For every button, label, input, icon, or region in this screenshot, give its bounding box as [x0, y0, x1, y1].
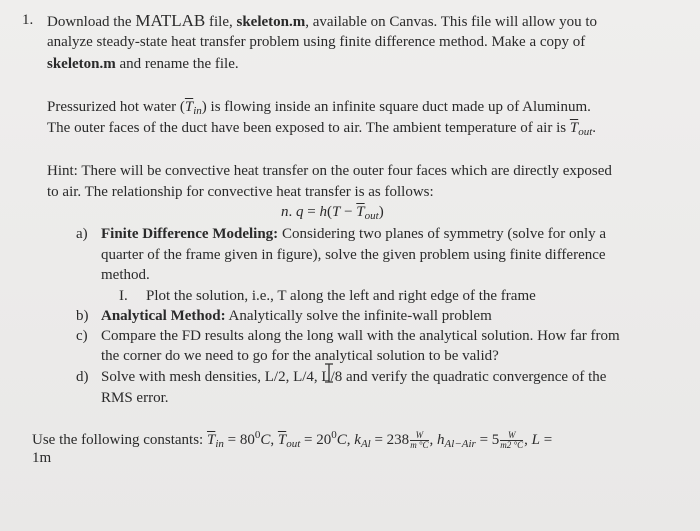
para2-line2: The outer faces of the duct have been exposed to air. The ambient temperature of air is $\overline{T}_{out}$. — [47, 120, 597, 138]
hint-line2: to air. The relationship for convective heat transfer is as follows: — [47, 184, 434, 200]
item-a-sub-text: Plot the solution, i.e., T along the left and right edge of the frame — [146, 288, 536, 304]
item-d-label: d) — [76, 369, 89, 385]
hint-line1: Hint: There will be convective heat transfer on the outer four faces which are directly exposed — [47, 163, 612, 179]
item1-line1: Download the MATLAB file, skeleton.m, available on Canvas. This file will allow you to — [47, 11, 597, 30]
item-c-line2: the corner do we need to go for the analytical solution to be valid? — [101, 348, 499, 364]
item-d-line1: Solve with mesh densities, L/2, L/4, L/8 and verify the quadratic convergence of the — [101, 369, 607, 385]
para2-line1: Pressurized hot water $(\overline{T}_{in})$ is flowing inside an infinite square duct made up of Aluminum. — [47, 99, 591, 117]
item-a-text1: Considering two planes of symmetry (solve for only a — [278, 226, 607, 242]
item-b-text1: Analytically solve the infinite-wall problem — [225, 308, 492, 324]
item-b-line1 — [101, 306, 492, 327]
item-a-line1 — [101, 224, 606, 245]
item1-line2: analyze steady-state heat transfer problem using finite difference method. Make a copy of — [47, 34, 586, 50]
hal-unit: $\frac{W}{m2 ^\circ C}$ — [500, 430, 524, 451]
item-number: 1. — [22, 12, 34, 28]
text-cursor-icon — [324, 363, 334, 383]
item-a-line2: quarter of the frame given in figure), solve the given problem using finite difference — [101, 247, 606, 263]
constants-line: Use the following constants: $\overline{T}_{in} = 80^0C$, $\overline{T}_{out} = 20^0C$, $k_{Al} = 238$ $\frac{W}{m ^\circ C}$ , $h_{Al-Air} = 5$ $\frac{W}{m2 ^\circ C}$ , L = — [32, 429, 553, 451]
item-b-title: Analytical Method: — [101, 308, 226, 324]
item-a-sub-label: I. — [119, 288, 128, 304]
constants-lead: Use the following constants: — [32, 432, 207, 448]
item-a-title: Finite Difference Modeling: — [101, 226, 279, 242]
item-c-label: c) — [76, 328, 88, 344]
kal-unit: $\frac{W}{m ^\circ C}$ — [410, 430, 429, 451]
item1-line3: skeleton.m and rename the file. — [47, 56, 239, 72]
constants-L-value: 1m — [32, 450, 52, 466]
item-c-line1: Compare the FD results along the long wall with the analytical solution. How far from — [101, 328, 620, 344]
item-d-line2: RMS error. — [101, 390, 169, 406]
item-a-line3: method. — [101, 267, 150, 283]
item-b-label: b) — [76, 308, 89, 324]
item-a-label: a) — [76, 226, 88, 242]
hint-equation: n. $q = h(T - \overline{T}_{out})$ — [281, 204, 384, 222]
